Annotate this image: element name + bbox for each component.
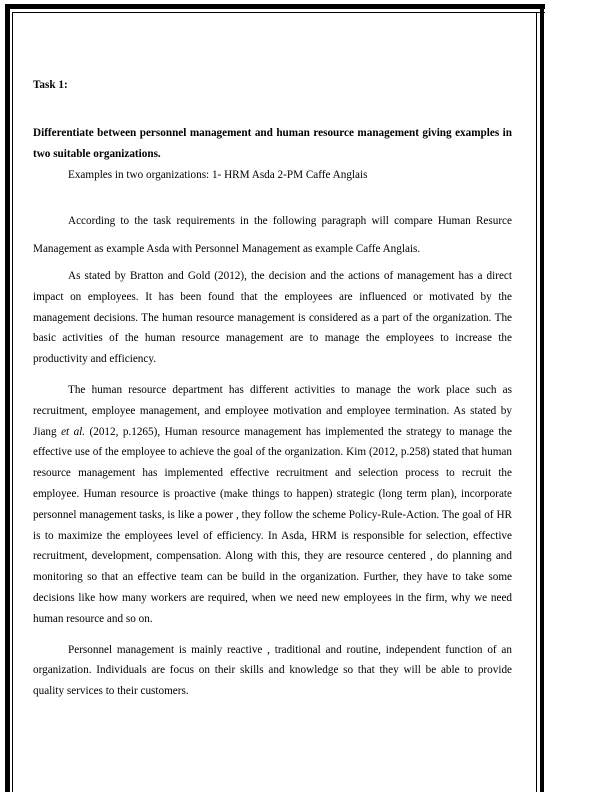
page-border-left (5, 4, 10, 792)
p3-et-al: et al. (61, 425, 86, 438)
page-border-left-inner (12, 12, 13, 792)
examples-line: Examples in two organizations: 1- HRM Asda 2-PM Caffe Anglais (68, 169, 368, 181)
p3-text-end: (2012, p.1265), Human resource management has implemented the strategy to manage the effective use of the employee to achieve the goal of the organization. Kim (2012, p.258) stated that human resource management has implemented effective recruitment and selection process to recruit the employee. Human resource is proactive (make things to happen) strategic (long term plan), incorporate personnel management tasks, is like a power , they follow the scheme Policy-Rule-Action. The goal of HR is to maximize the employees level of efficiency. In Asda, HRM is responsible for selection, effective recruitment, development, compensation. Along with this, they are resource centered , do planning and monitoring so that an effective team can be build in the organization. Further, they have to take some decisions like how many workers are required, when we need new employees in the firm, why we need human resource and so on. (33, 425, 512, 625)
task-question: Differentiate between personnel management and human resource management giving examples in two suitable organizations. (33, 127, 512, 160)
p3-text-start: The human resource department has different activities to manage the work place such as recruitment, employee management, and employee motivation and employee termination. As stated by Jiang (33, 383, 512, 438)
page-border-right-inner (536, 12, 537, 792)
paragraph-personnel-management: Personnel management is mainly reactive , traditional and routine, independent function of an organization. Individuals are focus on their skills and knowledge so that they will be able to provide quality services to their customers. (33, 643, 512, 698)
page-border-top (5, 4, 545, 9)
document-body (33, 75, 512, 702)
page-border-right (540, 4, 544, 792)
paragraph-bratton-gold: As stated by Bratton and Gold (2012), the decision and the actions of management has a direct impact on employees. It has been found that the employees are influenced or motivated by the management decisions. The human resource management is considered as a part of the organization. The basic activities of the human resource management are to manage the employees to increase the productivity and efficiency. (33, 270, 512, 366)
paragraph-intro: According to the task requirements in the following paragraph will compare Human Resurce Management as example Asda with Personnel Management as example Caffe Anglais. (33, 215, 512, 255)
task-heading: Task 1: (33, 79, 68, 91)
page-border-top-inner (12, 12, 545, 13)
paragraph-hr-department (33, 380, 512, 630)
